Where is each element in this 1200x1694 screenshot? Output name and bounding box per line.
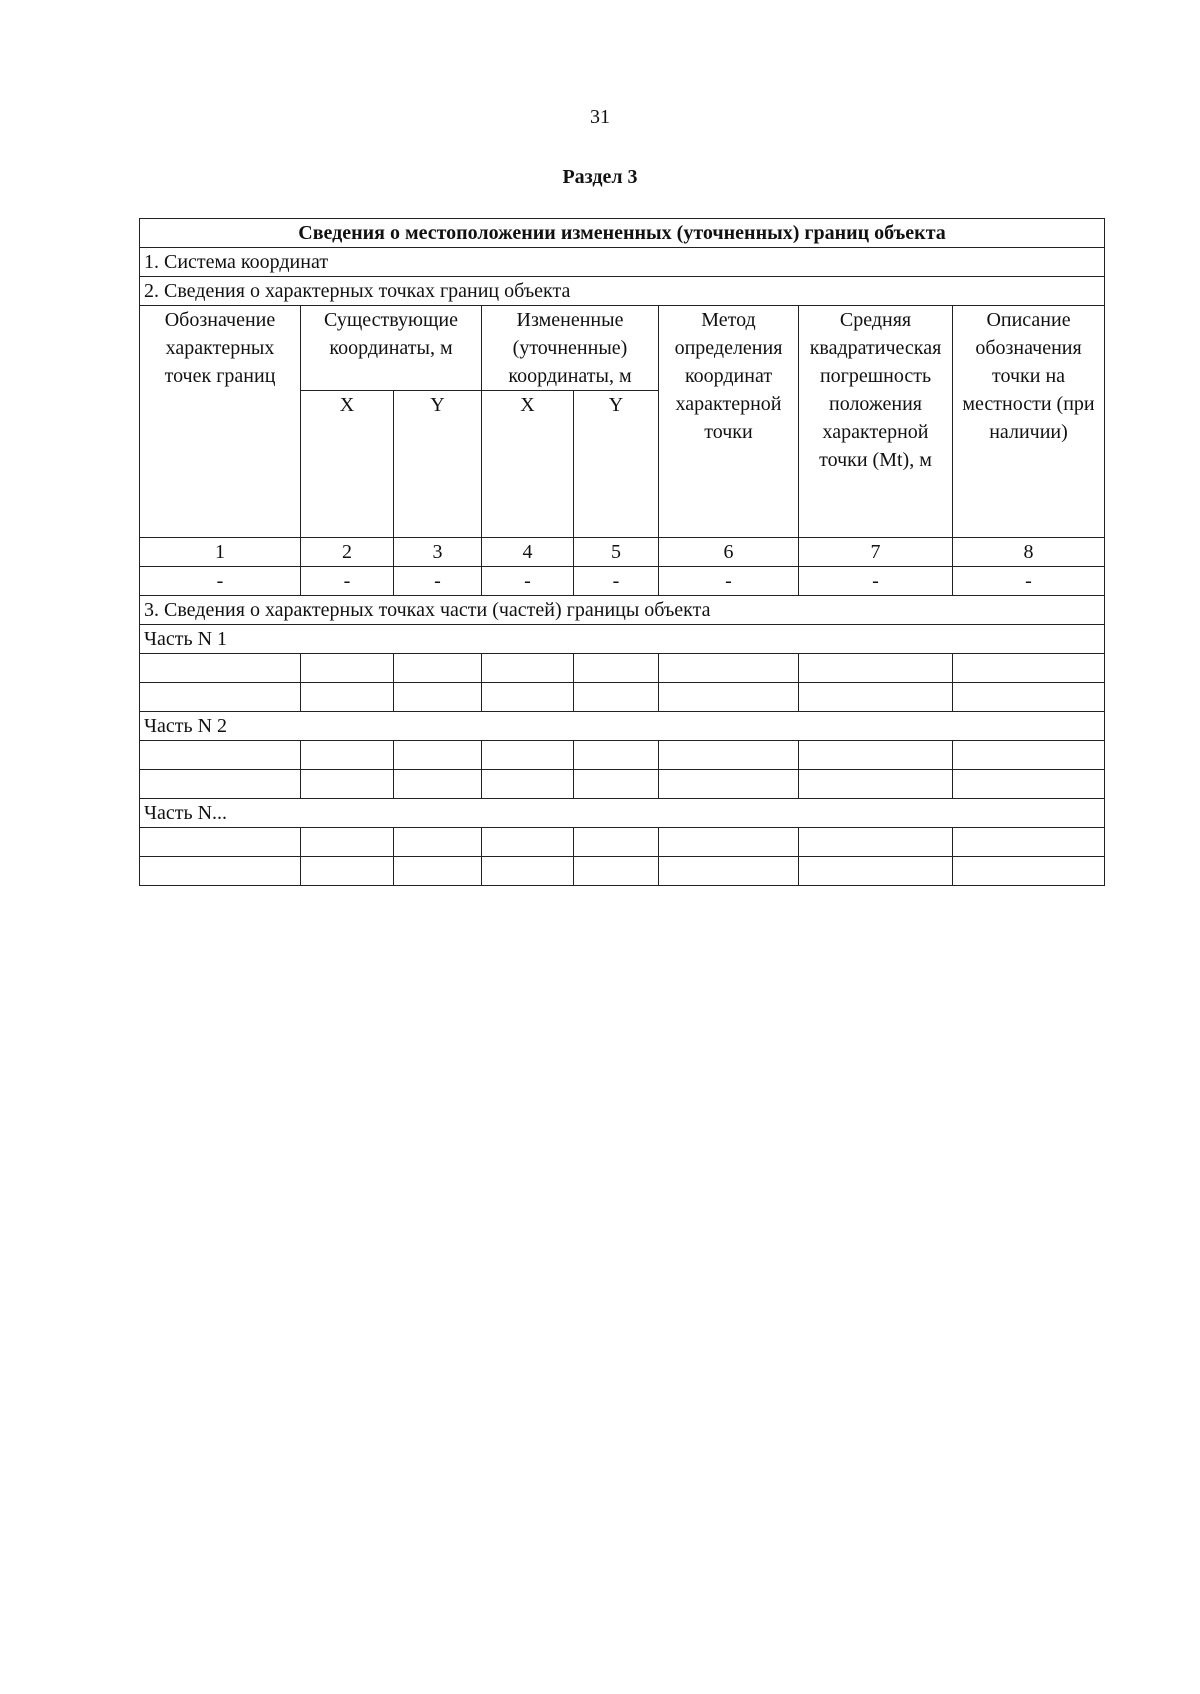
empty-cell (301, 770, 394, 799)
table-row (140, 828, 1105, 857)
points-info-label: 2. Сведения о характерных точках границ объекта (140, 277, 1105, 306)
table-caption: Сведения о местоположении измененных (уточненных) границ объекта (140, 219, 1105, 248)
empty-cell (799, 741, 953, 770)
column-number: 7 (799, 538, 953, 567)
empty-cell (482, 828, 574, 857)
dash-cell: - (301, 567, 394, 596)
empty-cell (799, 857, 953, 886)
column-number: 8 (953, 538, 1105, 567)
empty-cell (574, 770, 659, 799)
empty-cell (799, 828, 953, 857)
part-2-label: Часть N 2 (140, 712, 1105, 741)
header-existing-y: Y (394, 391, 482, 538)
empty-cell (394, 741, 482, 770)
page-number: 31 (590, 106, 610, 128)
header-existing-x: X (301, 391, 394, 538)
empty-cell (140, 828, 301, 857)
empty-cell (301, 654, 394, 683)
empty-cell (953, 770, 1105, 799)
dash-cell: - (953, 567, 1105, 596)
dash-cell: - (140, 567, 301, 596)
header-mean-error: Средняя квадратическая погрешность положения характерной точки (Mt), м (799, 306, 953, 538)
table-row (140, 683, 1105, 712)
parts-info-row (140, 596, 1105, 625)
header-changed-x: X (482, 391, 574, 538)
header-description: Описание обозначения точки на местности (при наличии) (953, 306, 1105, 538)
part-n-row (140, 799, 1105, 828)
table-row (140, 654, 1105, 683)
empty-cell (574, 741, 659, 770)
column-number: 5 (574, 538, 659, 567)
empty-cell (659, 857, 799, 886)
empty-cell (301, 741, 394, 770)
empty-cell (301, 828, 394, 857)
part-2-row (140, 712, 1105, 741)
dash-cell: - (482, 567, 574, 596)
column-number: 2 (301, 538, 394, 567)
empty-cell (482, 857, 574, 886)
header-method: Метод определения координат характерной точки (659, 306, 799, 538)
empty-cell (394, 683, 482, 712)
empty-cell (140, 770, 301, 799)
empty-cell (482, 770, 574, 799)
table-caption-row (140, 219, 1105, 248)
empty-cell (953, 828, 1105, 857)
empty-cell (394, 857, 482, 886)
header-changed-y: Y (574, 391, 659, 538)
empty-cell (799, 770, 953, 799)
empty-cell (659, 654, 799, 683)
empty-cell (799, 654, 953, 683)
empty-cell (953, 741, 1105, 770)
empty-cell (659, 828, 799, 857)
dash-cell: - (394, 567, 482, 596)
empty-cell (394, 828, 482, 857)
empty-cell (301, 857, 394, 886)
header-row-1 (140, 306, 1105, 391)
part-n-label: Часть N... (140, 799, 1105, 828)
dash-cell: - (799, 567, 953, 596)
empty-cell (574, 828, 659, 857)
section-title: Раздел 3 (562, 166, 638, 188)
coord-system-label: 1. Система координат (140, 248, 1105, 277)
empty-cell (953, 654, 1105, 683)
empty-cell (799, 683, 953, 712)
empty-cell (140, 683, 301, 712)
empty-cell (482, 683, 574, 712)
boundary-points-table (139, 218, 1105, 886)
empty-cell (953, 857, 1105, 886)
column-number: 1 (140, 538, 301, 567)
table-row (140, 857, 1105, 886)
part-1-label: Часть N 1 (140, 625, 1105, 654)
column-number: 6 (659, 538, 799, 567)
header-existing-coords: Существующие координаты, м (301, 306, 482, 391)
empty-cell (482, 654, 574, 683)
empty-cell (140, 857, 301, 886)
table-row (140, 770, 1105, 799)
header-changed-coords: Измененные (уточненные) координаты, м (482, 306, 659, 391)
points-info-row (140, 277, 1105, 306)
empty-cell (659, 741, 799, 770)
column-number: 4 (482, 538, 574, 567)
empty-cell (140, 654, 301, 683)
dash-cell: - (574, 567, 659, 596)
empty-cell (301, 683, 394, 712)
empty-cell (140, 741, 301, 770)
empty-cell (574, 654, 659, 683)
empty-cell (659, 770, 799, 799)
part-1-row (140, 625, 1105, 654)
empty-cell (394, 654, 482, 683)
parts-info-label: 3. Сведения о характерных точках части (частей) границы объекта (140, 596, 1105, 625)
table-row (140, 741, 1105, 770)
empty-cell (394, 770, 482, 799)
header-point-designation: Обозначение характерных точек границ (140, 306, 301, 538)
empty-cell (659, 683, 799, 712)
column-number: 3 (394, 538, 482, 567)
empty-cell (482, 741, 574, 770)
column-numbers-row (140, 538, 1105, 567)
empty-cell (953, 683, 1105, 712)
dash-cell: - (659, 567, 799, 596)
empty-cell (574, 857, 659, 886)
coord-system-row (140, 248, 1105, 277)
dash-row (140, 567, 1105, 596)
empty-cell (574, 683, 659, 712)
